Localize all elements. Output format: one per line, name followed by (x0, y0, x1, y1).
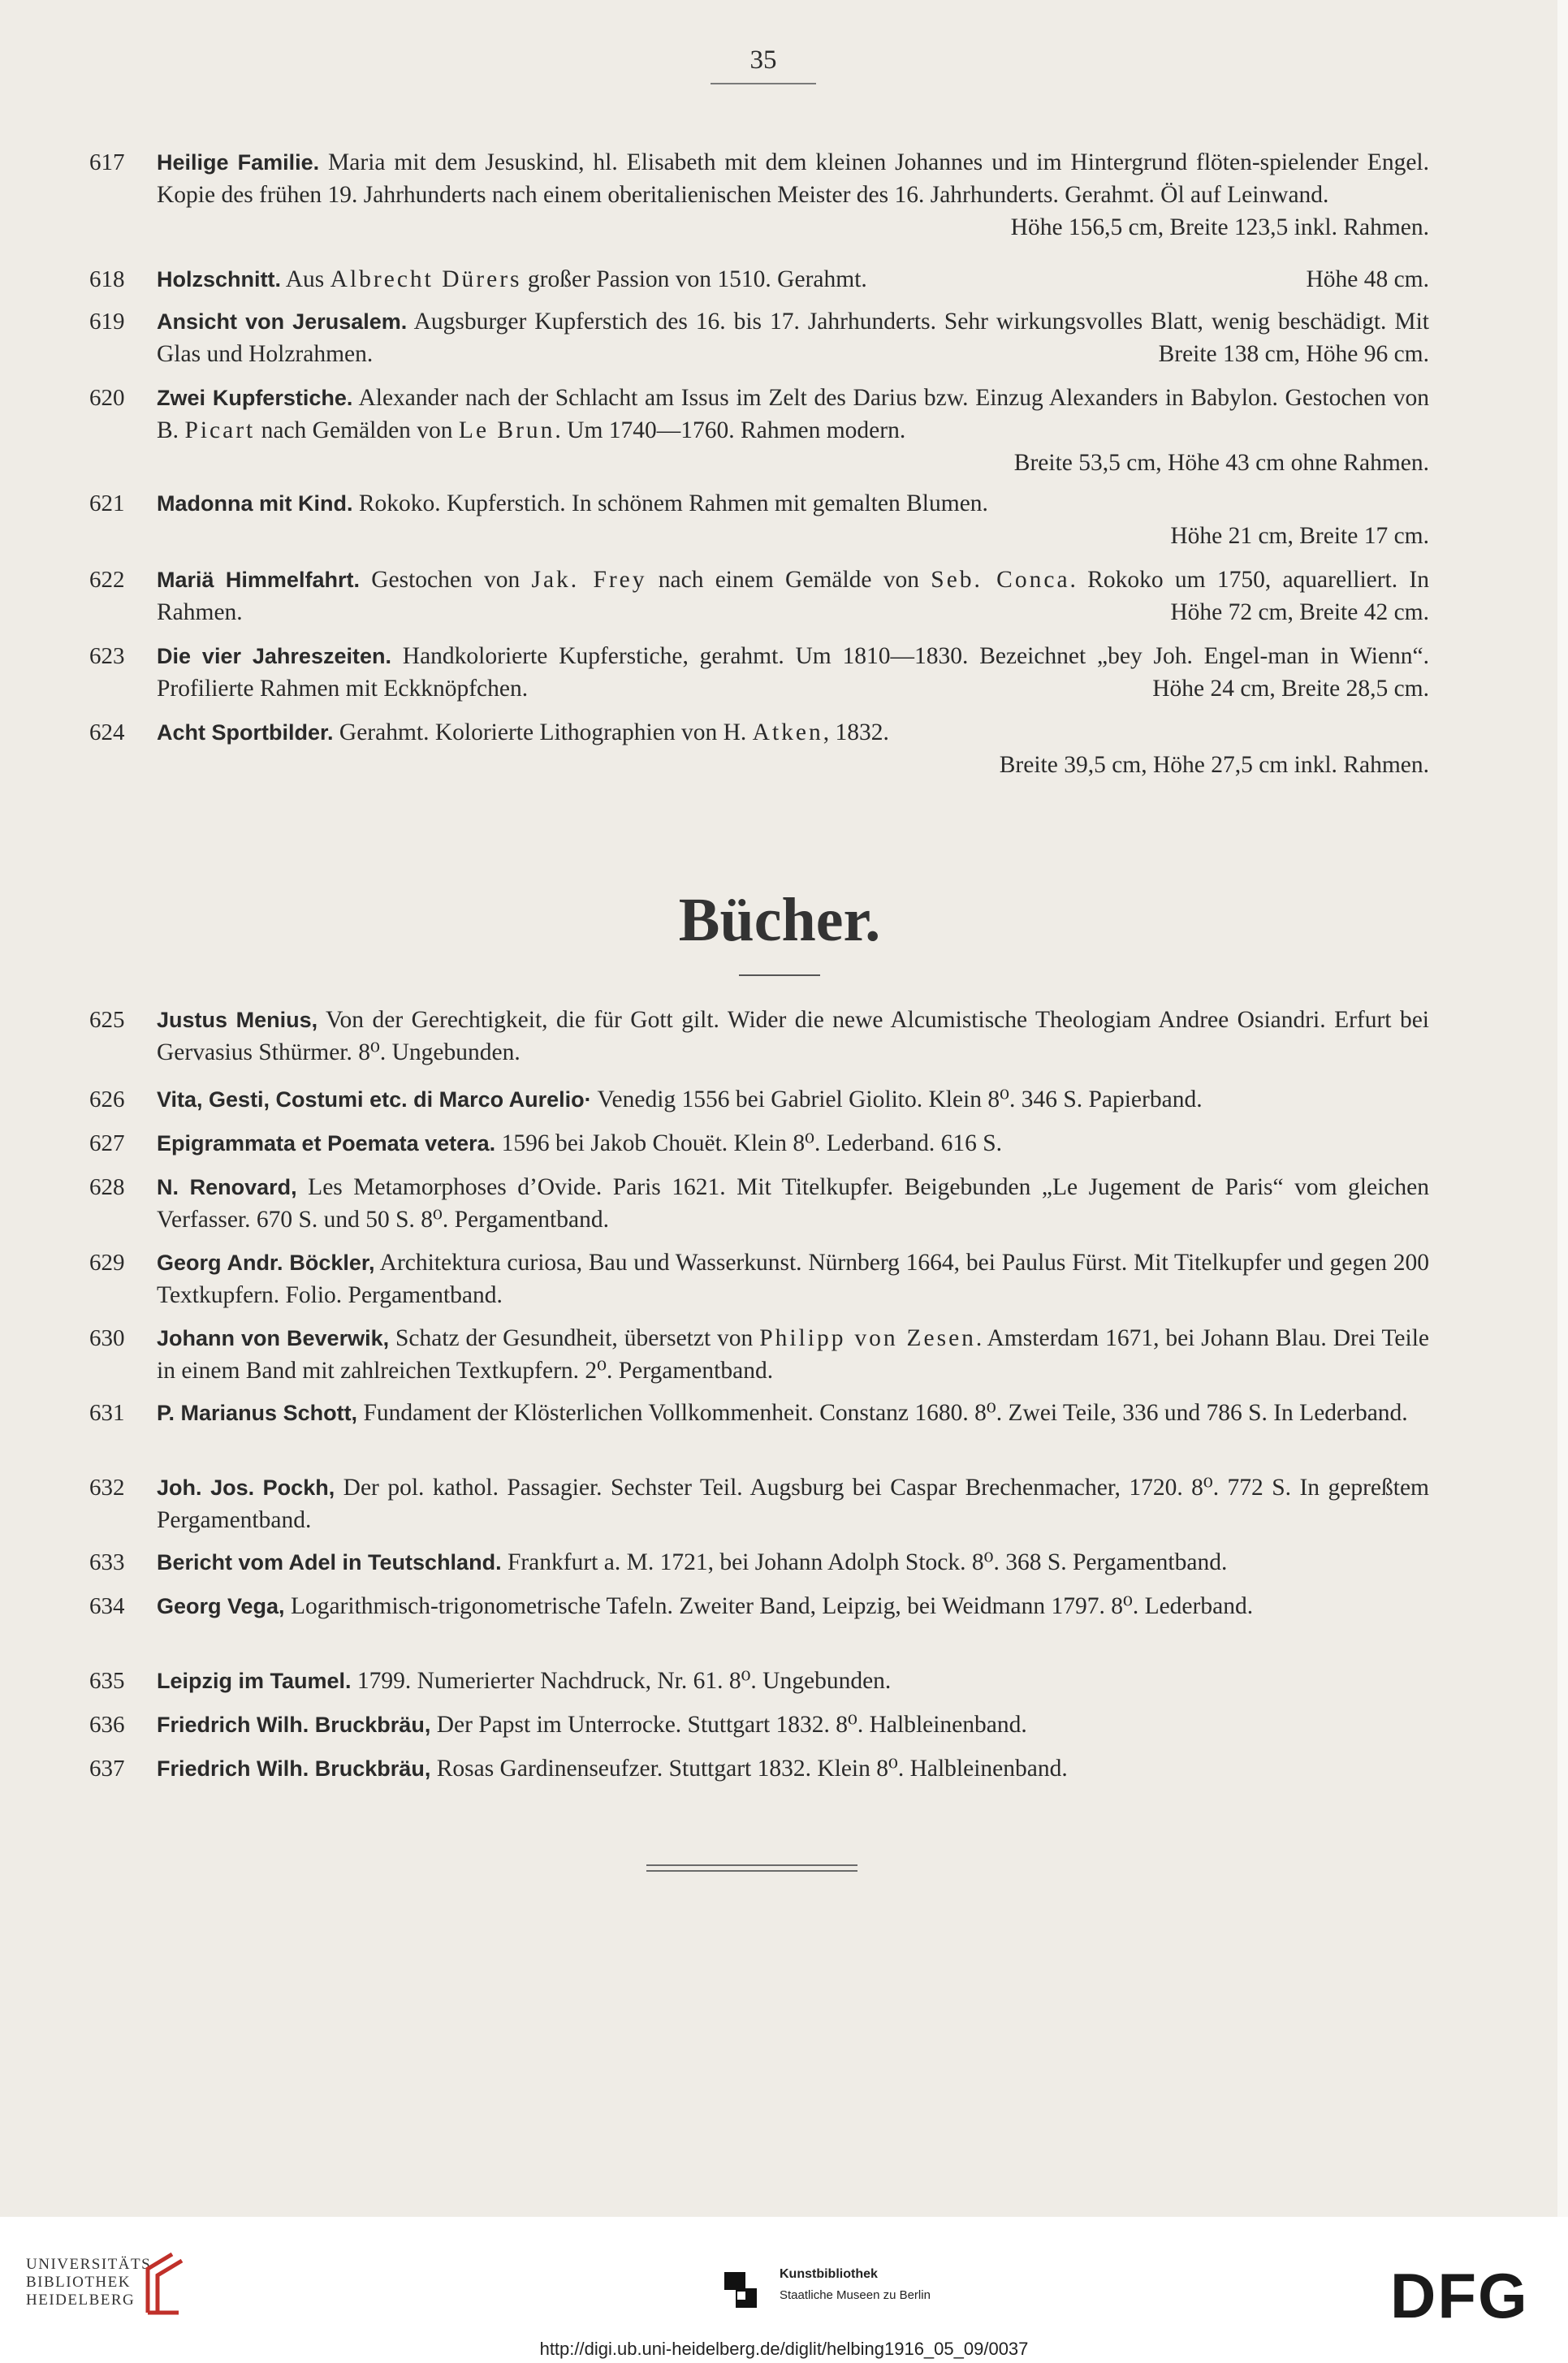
entry-title: Justus Menius, (157, 1008, 318, 1032)
entry-number: 617 (89, 149, 125, 175)
entry-title: Zwei Kupferstiche. (157, 386, 353, 410)
entry-number: 635 (89, 1668, 125, 1694)
entry-text: Georg Vega, Logarithmisch-trigonometrische Tafeln. Zweiter Band, Leipzig, bei Weidmann 1797. 8⁰. Lederband. (157, 1593, 1254, 1619)
entry-measure: Breite 138 cm, Höhe 96 cm. (1158, 341, 1429, 367)
catalog-entry-617 (89, 146, 1429, 244)
catalog-entry-622 (89, 564, 1429, 629)
entry-text: Mariä Himmelfahrt. Gestochen von Jak. Frey nach einem Gemälde von Seb. Conca. Rokoko um 1750, aquarelliert. In Rahmen. Höhe 72 cm, Breite 42 cm. (157, 564, 1429, 629)
entry-title: Holzschnitt. (157, 267, 281, 292)
entry-number: 631 (89, 1400, 125, 1426)
entry-number: 637 (89, 1756, 125, 1782)
entry-title: Johann von Beverwik, (157, 1326, 390, 1350)
entry-number: 623 (89, 643, 125, 669)
catalog-entry-630 (89, 1322, 1429, 1387)
entry-title: P. Marianus Schott, (157, 1401, 358, 1425)
entry-measure: Höhe 156,5 cm, Breite 123,5 inkl. Rahmen. (1010, 214, 1429, 240)
entry-title: Leipzig im Taumel. (157, 1669, 352, 1693)
catalog-entry-626 (89, 1083, 1429, 1116)
entry-title: Georg Vega, (157, 1594, 285, 1618)
entry-title: Die vier Jahreszeiten. (157, 644, 391, 668)
section-heading-rule (739, 974, 820, 976)
entry-title: Friedrich Wilh. Bruckbräu, (157, 1713, 431, 1737)
university-library-name: UNIVERSITÄTS- BIBLIOTHEK HEIDELBERG (26, 2256, 158, 2309)
entry-text: Holzschnitt. Aus Albrecht Dürers großer Passion von 1510. Gerahmt. Höhe 48 cm. (157, 263, 1429, 296)
catalog-entry-634 (89, 1590, 1429, 1622)
entry-text: Epigrammata et Poemata vetera. 1596 bei Jakob Chouët. Klein 8⁰. Lederband. 616 S. (157, 1130, 1003, 1156)
entry-title: Epigrammata et Poemata vetera. (157, 1131, 496, 1156)
page-number-rule (711, 83, 816, 84)
entry-measure: Höhe 48 cm. (1306, 266, 1429, 292)
entry-text: Bericht vom Adel in Teutschland. Frankfurt a. M. 1721, bei Johann Adolph Stock. 8⁰. 368 S. Pergamentband. (157, 1549, 1228, 1575)
page-edge (1557, 0, 1568, 2217)
kunstbibliothek-logo-icon (719, 2267, 765, 2313)
entry-number: 625 (89, 1007, 125, 1033)
entry-number: 619 (89, 309, 125, 335)
entry-number: 636 (89, 1712, 125, 1738)
entry-title: Heilige Familie. (157, 150, 320, 175)
entry-text: Leipzig im Taumel. 1799. Numerierter Nachdruck, Nr. 61. 8⁰. Ungebunden. (157, 1668, 892, 1694)
entry-text: Justus Menius, Von der Gerechtigkeit, die für Gott gilt. Wider die newe Alcumistische Theologiam Andree Osiandri. Erfurt bei Gervasius Sthürmer. 8⁰. Ungebunden. (157, 1007, 1429, 1065)
university-library-logo-icon (140, 2249, 188, 2316)
entry-measure: Höhe 24 cm, Breite 28,5 cm. (1152, 676, 1429, 702)
end-rule-bottom (646, 1870, 857, 1872)
catalog-entry-618 (89, 263, 1429, 296)
entry-number: 622 (89, 567, 125, 593)
entry-text: Heilige Familie. Maria mit dem Jesuskind, hl. Elisabeth mit dem kleinen Johannes und im Hintergrund flöten-spielender Engel. Kopie des frühen 19. Jahrhunderts nach einem oberitalienischen Meister des 16. Jahrhunderts. Gerahmt. Öl auf Leinwand. Höhe 156,5 cm, Breite 123,5 inkl. Rahmen. (157, 146, 1429, 244)
section-heading: Bücher. (678, 886, 881, 954)
entry-text: Georg Andr. Böckler, Architektura curiosa, Bau und Wasserkunst. Nürnberg 1664, bei Paulus Fürst. Mit Titelkupfer und gegen 200 Textkupfern. Folio. Pergamentband. (157, 1250, 1430, 1308)
entry-number: 628 (89, 1174, 125, 1200)
kunstbibliothek-subtitle: Staatliche Museen zu Berlin (780, 2288, 931, 2302)
entry-title: Mariä Himmelfahrt. (157, 568, 360, 592)
catalog-entry-636 (89, 1709, 1429, 1741)
catalog-entry-625 (89, 1004, 1429, 1069)
catalog-entry-632 (89, 1471, 1429, 1536)
end-rule-top (646, 1864, 857, 1866)
catalog-entry-637 (89, 1752, 1429, 1785)
entry-number: 620 (89, 385, 125, 411)
entry-text: Madonna mit Kind. Rokoko. Kupferstich. In schönem Rahmen mit gemalten Blumen. Höhe 21 cm, Breite 17 cm. (157, 487, 1429, 552)
entry-number: 633 (89, 1549, 125, 1575)
catalog-entry-631 (89, 1397, 1429, 1429)
entry-title: Vita, Gesti, Costumi etc. di Marco Aurelio· (157, 1087, 592, 1112)
catalog-entry-624 (89, 716, 1429, 781)
catalog-entry-627 (89, 1127, 1429, 1160)
entry-measure: Breite 39,5 cm, Höhe 27,5 cm inkl. Rahmen. (999, 752, 1429, 778)
entry-text: P. Marianus Schott, Fundament der Klösterlichen Vollkommenheit. Constanz 1680. 8⁰. Zwei Teile, 336 und 786 S. In Lederband. (157, 1400, 1408, 1426)
entry-text: Joh. Jos. Pockh, Der pol. kathol. Passagier. Sechster Teil. Augsburg bei Caspar Brechenmacher, 1720. 8⁰. 772 S. In gepreßtem Pergamentband. (157, 1475, 1429, 1533)
catalog-entry-619 (89, 305, 1429, 370)
entry-text: Acht Sportbilder. Gerahmt. Kolorierte Lithographien von H. Atken, 1832. Breite 39,5 cm, Höhe 27,5 cm inkl. Rahmen. (157, 716, 1429, 781)
entry-number: 621 (89, 490, 125, 516)
kunstbibliothek-name: Kunstbibliothek (780, 2267, 878, 2281)
catalog-entry-633 (89, 1546, 1429, 1579)
dfg-logo: DFG (1390, 2260, 1529, 2331)
catalog-entry-635 (89, 1665, 1429, 1697)
entry-title: Ansicht von Jerusalem. (157, 309, 408, 334)
entry-text: Vita, Gesti, Costumi etc. di Marco Aurelio· Venedig 1556 bei Gabriel Giolito. Klein 8⁰. 346 S. Papierband. (157, 1086, 1203, 1112)
entry-measure: Höhe 21 cm, Breite 17 cm. (1170, 523, 1429, 549)
entry-text: N. Renovard, Les Metamorphoses d’Ovide. Paris 1621. Mit Titelkupfer. Beigebunden „Le Jugement de Paris“ vom gleichen Verfasser. 670 S. und 50 S. 8⁰. Pergamentband. (157, 1174, 1429, 1233)
entry-title: Friedrich Wilh. Bruckbräu, (157, 1756, 431, 1781)
entry-measure: Breite 53,5 cm, Höhe 43 cm ohne Rahmen. (1013, 450, 1429, 476)
entry-title: Joh. Jos. Pockh, (157, 1475, 335, 1500)
catalog-entry-623 (89, 640, 1429, 705)
source-url[interactable]: http://digi.ub.uni-heidelberg.de/diglit/helbing1916_05_09/0037 (539, 2339, 1029, 2359)
entry-text: Zwei Kupferstiche. Alexander nach der Schlacht am Issus im Zelt des Darius bzw. Einzug Alexanders in Babylon. Gestochen von B. Picart nach Gemälden von Le Brun. Um 1740—1760. Rahmen modern. Breite 53,5 cm, Höhe 43 cm ohne Rahmen. (157, 382, 1429, 479)
entry-number: 618 (89, 266, 125, 292)
entry-title: Georg Andr. Böckler, (157, 1251, 375, 1275)
entry-text: Friedrich Wilh. Bruckbräu, Rosas Gardinenseufzer. Stuttgart 1832. Klein 8⁰. Halbleinenband. (157, 1756, 1068, 1782)
entry-number: 624 (89, 719, 125, 745)
entry-title: N. Renovard, (157, 1175, 297, 1199)
catalog-entry-628 (89, 1171, 1429, 1236)
entry-measure: Höhe 72 cm, Breite 42 cm. (1170, 599, 1429, 625)
entry-number: 629 (89, 1250, 125, 1276)
digitization-footer (0, 2217, 1568, 2363)
entry-number: 634 (89, 1593, 125, 1619)
entry-text: Friedrich Wilh. Bruckbräu, Der Papst im Unterrocke. Stuttgart 1832. 8⁰. Halbleinenband. (157, 1712, 1027, 1738)
entry-text: Die vier Jahreszeiten. Handkolorierte Kupferstiche, gerahmt. Um 1810—1830. Bezeichnet „bey Joh. Engel-man in Wienn“. Profilierte Rahmen mit Eckknöpfchen. Höhe 24 cm, Breite 28,5 cm. (157, 640, 1429, 705)
entry-title: Acht Sportbilder. (157, 720, 334, 745)
entry-title: Madonna mit Kind. (157, 491, 353, 516)
entry-text: Ansicht von Jerusalem. Augsburger Kupferstich des 16. bis 17. Jahrhunderts. Sehr wirkungsvolles Blatt, wenig beschädigt. Mit Glas und Holzrahmen. Breite 138 cm, Höhe 96 cm. (157, 305, 1429, 370)
catalog-entry-620 (89, 382, 1429, 479)
page-number: 35 (749, 45, 777, 75)
entry-title: Bericht vom Adel in Teutschland. (157, 1550, 502, 1575)
catalog-entry-621 (89, 487, 1429, 552)
entry-number: 632 (89, 1475, 125, 1501)
entry-number: 626 (89, 1086, 125, 1112)
entry-number: 627 (89, 1130, 125, 1156)
entry-number: 630 (89, 1325, 125, 1351)
catalog-entry-629 (89, 1246, 1429, 1311)
entry-text: Johann von Beverwik, Schatz der Gesundheit, übersetzt von Philipp von Zesen. Amsterdam 1671, bei Johann Blau. Drei Teile in einem Band mit zahlreichen Textkupfern. 2⁰. Pergamentband. (157, 1325, 1430, 1384)
